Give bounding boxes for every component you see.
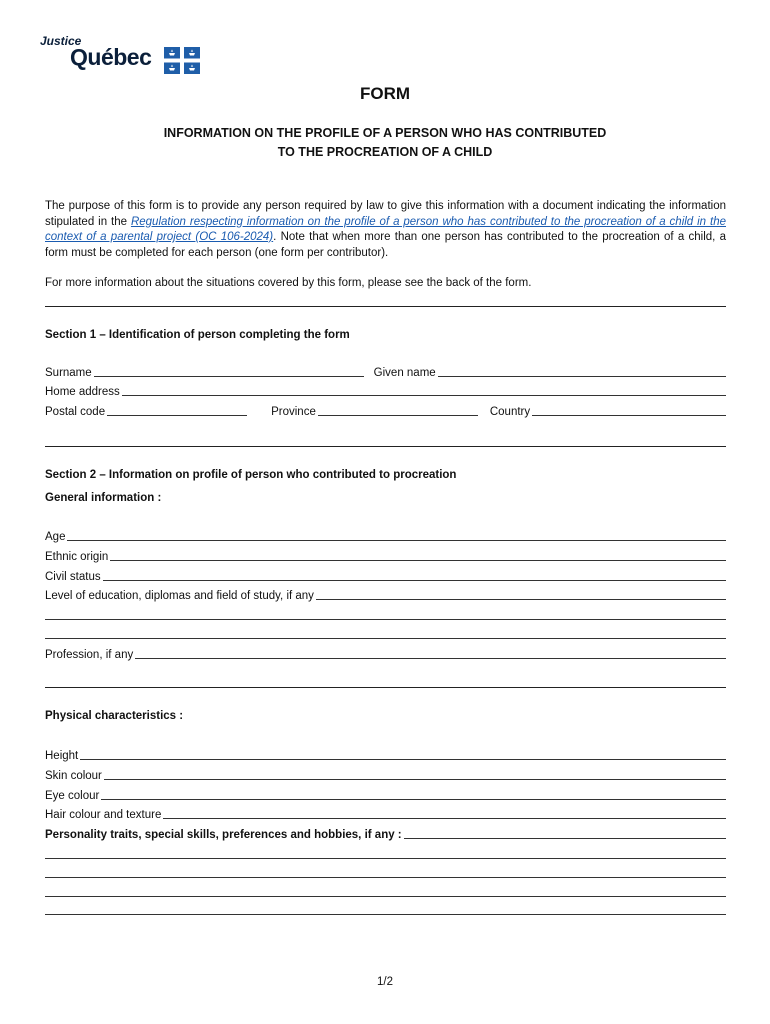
page-number: 1/2 xyxy=(377,976,393,988)
age-label: Age xyxy=(45,531,66,543)
form-title: FORM xyxy=(359,84,411,103)
more-info-text: For more information about the situations covered by this form, please see the back of the form. xyxy=(45,277,532,289)
justice-quebec-logo xyxy=(40,34,210,78)
education-label: Level of education, diplomas and field of study, if any xyxy=(45,590,314,602)
general-information-heading: General information : xyxy=(45,492,162,504)
height-row xyxy=(45,747,726,762)
civil-status-row xyxy=(45,568,726,583)
form-subtitle-line-2: TO THE PROCREATION OF A CHILD xyxy=(277,145,493,159)
hair-field[interactable] xyxy=(163,807,726,819)
civil-status-label: Civil status xyxy=(45,571,101,583)
country-field[interactable] xyxy=(532,404,726,416)
ethnic-origin-field[interactable] xyxy=(110,549,726,561)
home-address-row xyxy=(45,383,726,398)
civil-status-field[interactable] xyxy=(103,569,726,581)
province-label: Province xyxy=(271,406,316,418)
ethnic-origin-row xyxy=(45,548,726,563)
eye-colour-field[interactable] xyxy=(101,788,726,800)
profession-row xyxy=(45,646,726,661)
hair-label: Hair colour and texture xyxy=(45,809,162,821)
education-field-continued[interactable] xyxy=(45,608,726,620)
personality-continuation-row xyxy=(45,902,726,917)
personality-continuation-row xyxy=(45,865,726,880)
profession-field[interactable] xyxy=(135,647,726,659)
postal-province-country-row xyxy=(45,403,726,418)
given-name-field[interactable] xyxy=(438,365,726,377)
education-continuation-row xyxy=(45,607,726,622)
postal-code-label: Postal code xyxy=(45,406,106,418)
height-label: Height xyxy=(45,750,79,762)
home-address-label: Home address xyxy=(45,386,120,398)
skin-colour-field[interactable] xyxy=(104,768,726,780)
intro-paragraph xyxy=(45,199,726,261)
surname-field[interactable] xyxy=(94,365,364,377)
education-field-continued[interactable] xyxy=(45,627,726,639)
eye-colour-label: Eye colour xyxy=(45,790,100,802)
section-divider xyxy=(45,687,726,688)
personality-field-continued[interactable] xyxy=(45,847,726,859)
profession-label: Profession, if any xyxy=(45,649,134,661)
given-name-label: Given name xyxy=(373,367,436,379)
personality-field-continued[interactable] xyxy=(45,866,726,878)
personality-row xyxy=(45,826,726,841)
logo-quebec-text: Québec xyxy=(70,44,152,70)
hair-row xyxy=(45,806,726,821)
personality-field-continued[interactable] xyxy=(45,903,726,915)
intro-text-after-link: . Note that when more than one person has contributed to the procreation of a child, a form must be completed for each person (one form per contributor). xyxy=(45,231,726,259)
country-label: Country xyxy=(489,406,531,418)
province-field[interactable] xyxy=(318,404,478,416)
section-divider xyxy=(45,306,726,307)
education-field[interactable] xyxy=(316,588,726,600)
section-2-heading: Section 2 – Information on profile of person who contributed to procreation xyxy=(45,469,457,481)
education-row xyxy=(45,587,726,602)
section-divider xyxy=(45,446,726,447)
personality-continuation-row xyxy=(45,884,726,899)
home-address-field[interactable] xyxy=(122,384,726,396)
education-continuation-row xyxy=(45,626,726,641)
intro-text-before-link: The purpose of this form is to provide any person required by law to give this information with a document indicating the information stipulated in the xyxy=(45,200,726,228)
skin-colour-row xyxy=(45,767,726,782)
physical-characteristics-heading: Physical characteristics : xyxy=(45,710,184,722)
surname-given-name-row xyxy=(45,364,726,379)
height-field[interactable] xyxy=(80,748,726,760)
personality-label: Personality traits, special skills, preferences and hobbies, if any : xyxy=(45,829,402,841)
age-row xyxy=(45,528,726,543)
quebec-flag-icon xyxy=(164,47,200,74)
postal-code-field[interactable] xyxy=(107,404,247,416)
age-field[interactable] xyxy=(67,529,726,541)
personality-continuation-row xyxy=(45,846,726,861)
personality-field[interactable] xyxy=(404,827,726,839)
personality-field-continued[interactable] xyxy=(45,885,726,897)
section-1-heading: Section 1 – Identification of person completing the form xyxy=(45,329,350,341)
ethnic-origin-label: Ethnic origin xyxy=(45,551,109,563)
regulation-link[interactable]: Regulation respecting information on the profile of a person who has contributed to the procreation of a child in the context of a parental project (OC 106-2024) xyxy=(45,215,726,243)
skin-colour-label: Skin colour xyxy=(45,770,102,782)
surname-label: Surname xyxy=(45,367,92,379)
eye-colour-row xyxy=(45,787,726,802)
logo-justice-text: Justice xyxy=(40,34,82,48)
form-subtitle-line-1: INFORMATION ON THE PROFILE OF A PERSON WHO HAS CONTRIBUTED xyxy=(163,126,607,140)
